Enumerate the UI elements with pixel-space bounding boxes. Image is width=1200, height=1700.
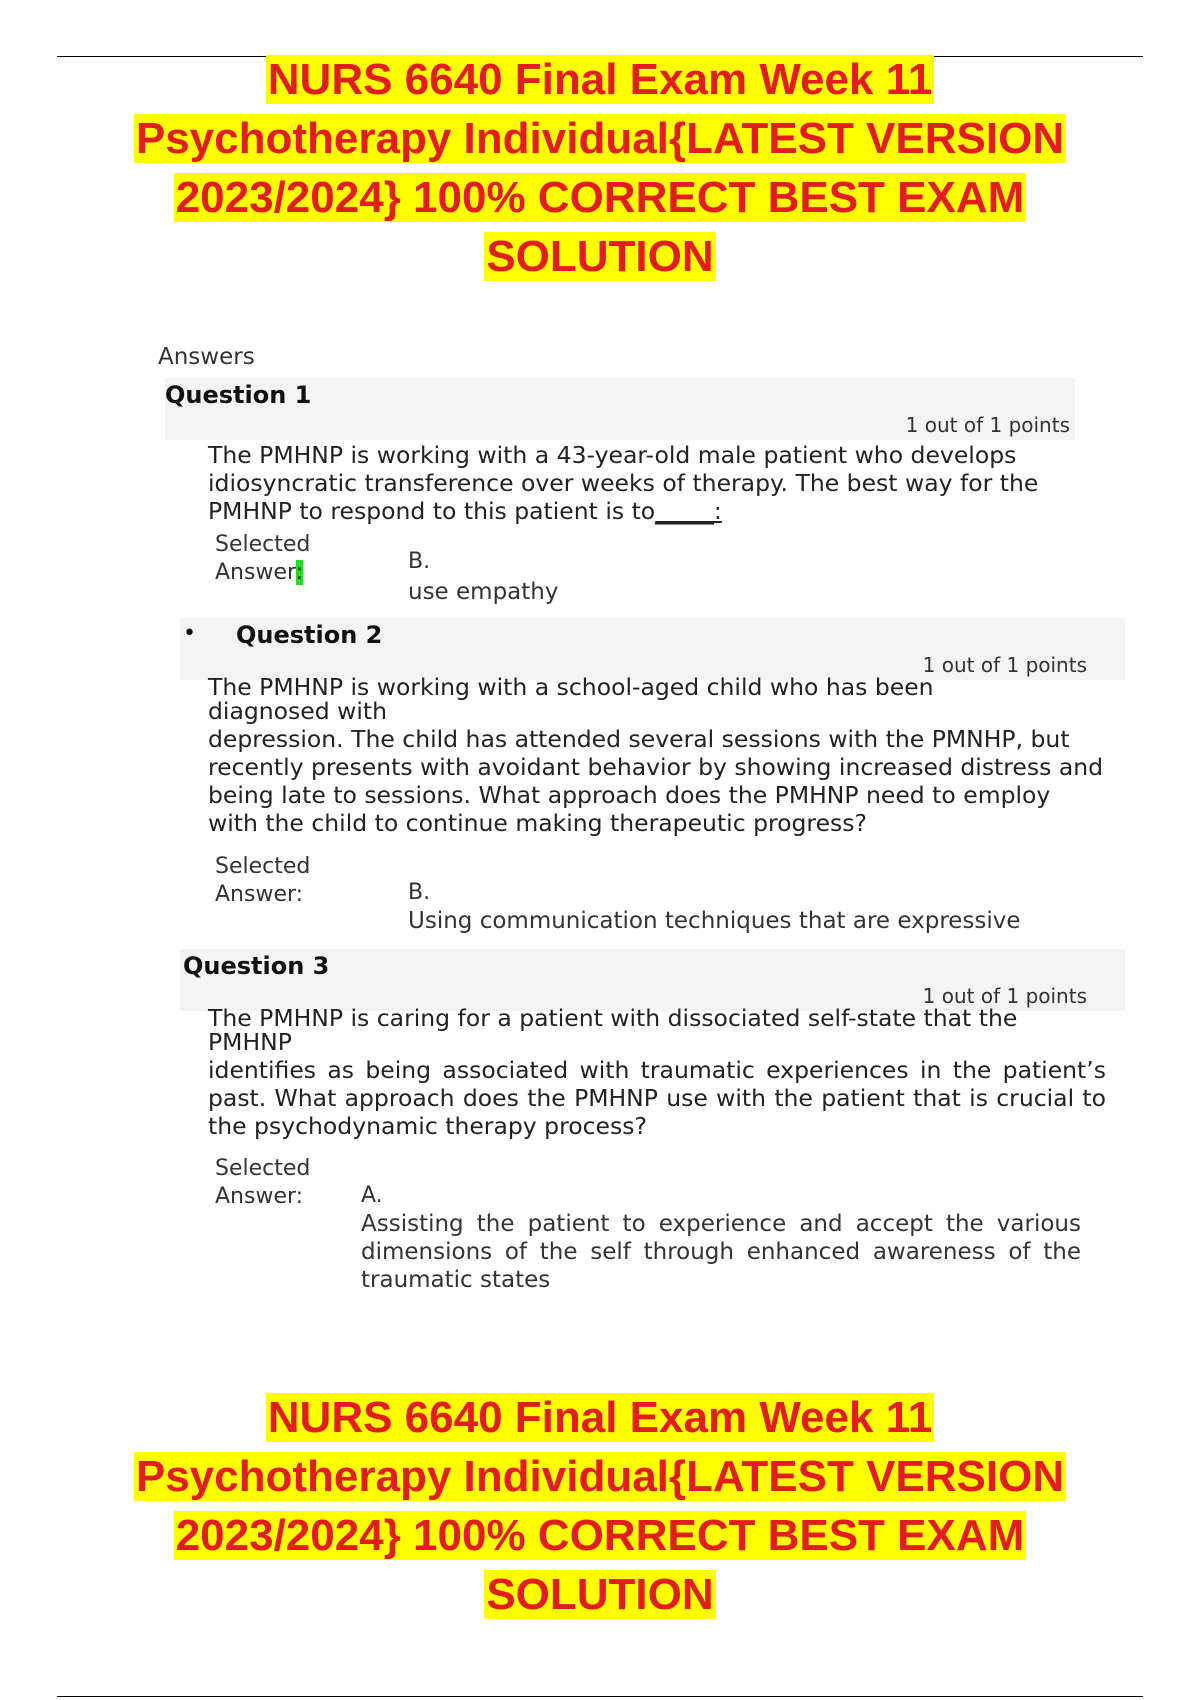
question-1-answer-text: use empathy [408,579,559,605]
selected-label-line1: Selected [215,1156,311,1181]
question-2-text-line2: depression. The child has attended several sessions with the PMNHP, but recently presents with avoidant behavior by showing increased distress and being late to sessions. What approach does the PMHNP need to employ with the child to continue making therapeutic progress? [208,725,1104,837]
banner-line-4: SOLUTION [486,232,714,281]
banner-line-1: NURS 6640 Final Exam Week 11 [267,55,933,104]
question-2-points: 1 out of 1 points [922,653,1087,677]
question-3-text-line1: The PMHNP is caring for a patient with dissociated self-state that the PMHNP [208,1004,1018,1056]
title-banner-bottom [60,1388,1140,1624]
question-3-title: Question 3 [183,952,330,980]
question-2-bullet: • [183,621,196,646]
title-banner-top [60,50,1140,286]
question-1-title: Question 1 [165,381,312,409]
question-1-answer-letter: B. [408,549,431,574]
question-3-text-line2: identifies as being associated with traumatic experiences in the patient’s past. What approach does the PMHNP use with the patient that is crucial to the psychodynamic therapy process? [208,1056,1106,1140]
question-2-answer-text: Using communication techniques that are expressive [408,908,1021,934]
question-3-answer-letter: A. [361,1183,383,1208]
question-2-answer-letter: B. [408,880,431,905]
question-3-points: 1 out of 1 points [922,984,1087,1008]
selected-label-line2: Answer [215,560,296,585]
question-3-selected-answer-label [215,1155,310,1211]
selected-label-line1: Selected [215,532,311,557]
question-2-text-line1: The PMHNP is working with a school-aged child who has been diagnosed with [208,673,934,725]
bottom-rule [57,1696,1143,1697]
selected-label-colon: : [295,1184,304,1209]
question-2-title: Question 2 [236,621,383,649]
banner-bottom-line-4: SOLUTION [486,1570,714,1619]
question-3-text [208,1006,1106,1140]
highlight-marker: : [295,560,304,585]
question-1-points: 1 out of 1 points [905,413,1070,437]
question-2-selected-answer-label [215,853,310,909]
question-1-blank: _____: [655,497,722,525]
banner-bottom-line-3: 2023/2024} 100% CORRECT BEST EXAM [175,1511,1025,1560]
selected-label-colon: : [295,882,304,907]
banner-bottom-line-1: NURS 6640 Final Exam Week 11 [267,1393,933,1442]
banner-line-3: 2023/2024} 100% CORRECT BEST EXAM [175,173,1025,222]
selected-label-line2: Answer [215,882,296,907]
selected-label-line1: Selected [215,854,311,879]
question-3-answer-text: Assisting the patient to experience and accept the various dimensions of the self through enhanced awareness of the traumatic states [361,1211,1081,1293]
question-2-text [208,675,1106,837]
question-1-selected-answer-label [215,531,310,587]
banner-bottom-line-2: Psychotherapy Individual{LATEST VERSION [135,1452,1065,1501]
question-1-prompt: The PMHNP is working with a 43-year-old male patient who develops idiosyncratic transference over weeks of therapy. The best way for the PMHNP to respond to this patient is to [208,441,1039,525]
selected-label-line2: Answer [215,1184,296,1209]
question-1-text [208,441,1106,525]
answers-label: Answers [158,344,255,370]
banner-line-2: Psychotherapy Individual{LATEST VERSION [135,114,1065,163]
